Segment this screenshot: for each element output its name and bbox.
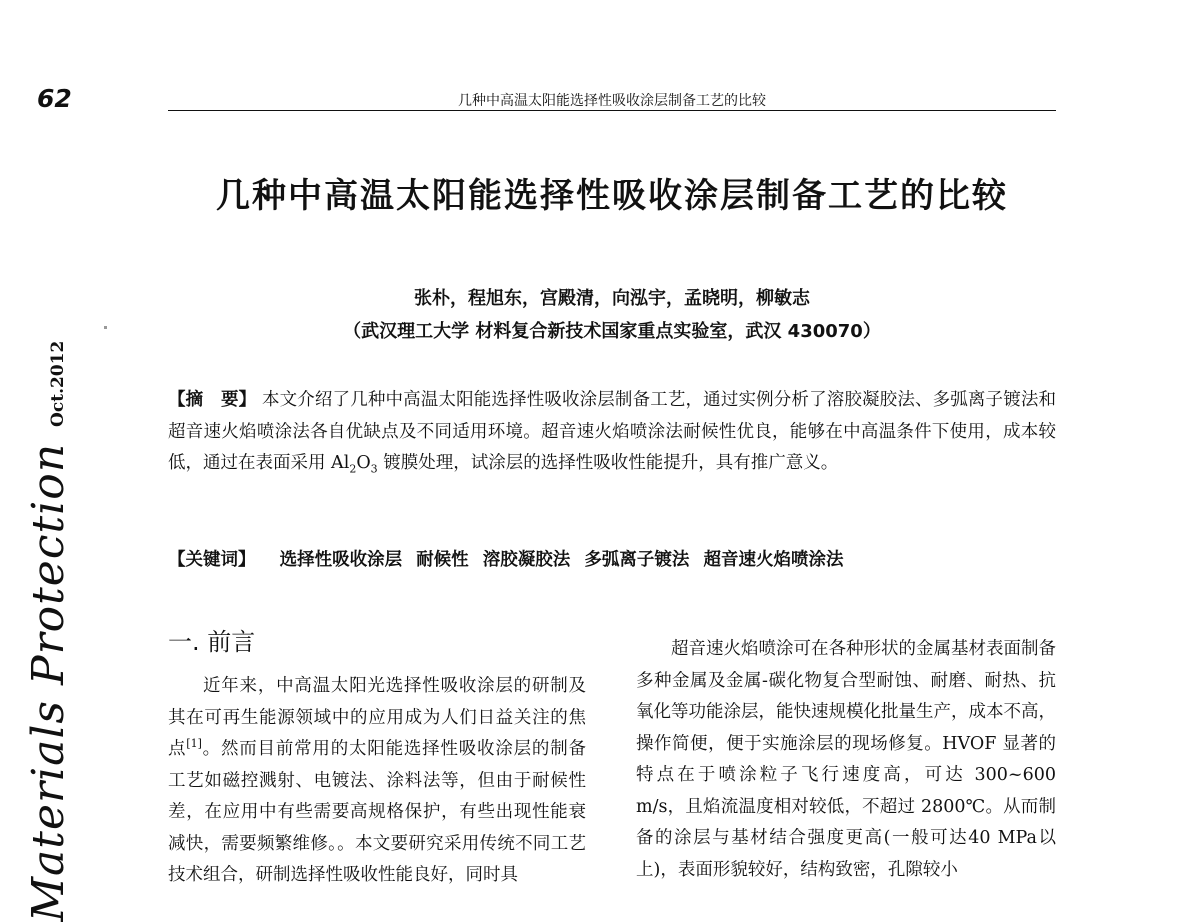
article-affiliation: （武汉理工大学 材料复合新技术国家重点实验室，武汉 430070） xyxy=(343,321,881,342)
abstract-sub-1: 2 xyxy=(349,462,357,476)
keywords xyxy=(168,546,1056,571)
keyword-item: 多弧离子镀法 xyxy=(584,550,690,570)
left-text-2: 。然而目前常用的太阳能选择性吸收涂层的制备工艺如磁控溅射、电镀法、涂料法等，但由于耐候性差，在应用中有些需要高规格保护，有些出现性能衰减快，需要频繁维修。。本文要研究采用传统不同工艺技术组合，研制选择性吸收性能良好，同时具 xyxy=(168,739,587,885)
citation: [1] xyxy=(186,737,202,751)
section-heading: 一. 前言 xyxy=(168,628,256,656)
abstract-sub-2: 3 xyxy=(370,462,378,476)
article-title: 几种中高温太阳能选择性吸收涂层制备工艺的比较 xyxy=(216,176,1008,216)
article-authors: 张朴，程旭东，宫殿清，向泓宇，孟晓明，柳敏志 xyxy=(414,288,810,309)
journal-name: Materials Protection xyxy=(23,442,74,922)
keywords-label: 【关键词】 xyxy=(168,550,256,570)
abstract-label: 【摘 要】 xyxy=(168,390,257,410)
left-text-1: 近年来，中高温太阳光选择性吸收涂层的研制及其在可再生能源领域中的应用成为人们日益关注的焦点 xyxy=(168,676,586,759)
running-title: 几种中高温太阳能选择性吸收涂层制备工艺的比较 xyxy=(458,93,766,109)
right-column-paragraph: 超音速火焰喷涂可在各种形状的金属基材表面制备多种金属及金属-碳化物复合型耐蚀、耐磨、耐热、抗氧化等功能涂层，能快速规模化批量生产，成本不高，操作简便，便于实施涂层的现场修复。HVOF 显著的特点在于喷涂粒子飞行速度高，可达 300~600 m/s，且焰流温度相对较低，不超过 2800℃。从而制备的涂层与基材结合强度更高(一般可达40 MPa以上)，表面形貌较好，结构致密，孔隙较小 xyxy=(636,639,1056,880)
abstract xyxy=(168,385,1056,480)
abstract-text-mid: O xyxy=(356,453,371,473)
keyword-item: 耐候性 xyxy=(416,550,469,570)
left-column-paragraph xyxy=(168,671,586,892)
keyword-item: 超音速火焰喷涂法 xyxy=(703,550,844,570)
keyword-item: 溶胶凝胶法 xyxy=(482,550,571,570)
header-rule xyxy=(168,110,1056,111)
abstract-text-2: 镀膜处理，试涂层的选择性吸收性能提升，具有推广意义。 xyxy=(377,453,839,473)
journal-date: Oct.2012 xyxy=(48,340,68,427)
margin-dot xyxy=(104,326,107,329)
page-number: 62 xyxy=(37,84,72,113)
abstract-text-1: 本文介绍了几种中高温太阳能选择性吸收涂层制备工艺，通过实例分析了溶胶凝胶法、多弧离子镀法和超音速火焰喷涂法各自优缺点及不同适用环境。超音速火焰喷涂法耐候性优良，能够在中高温条件下使用，成本较低，通过在表面采用 Al xyxy=(168,390,1057,473)
side-journal-banner xyxy=(23,341,74,922)
keyword-item: 选择性吸收涂层 xyxy=(279,550,403,570)
